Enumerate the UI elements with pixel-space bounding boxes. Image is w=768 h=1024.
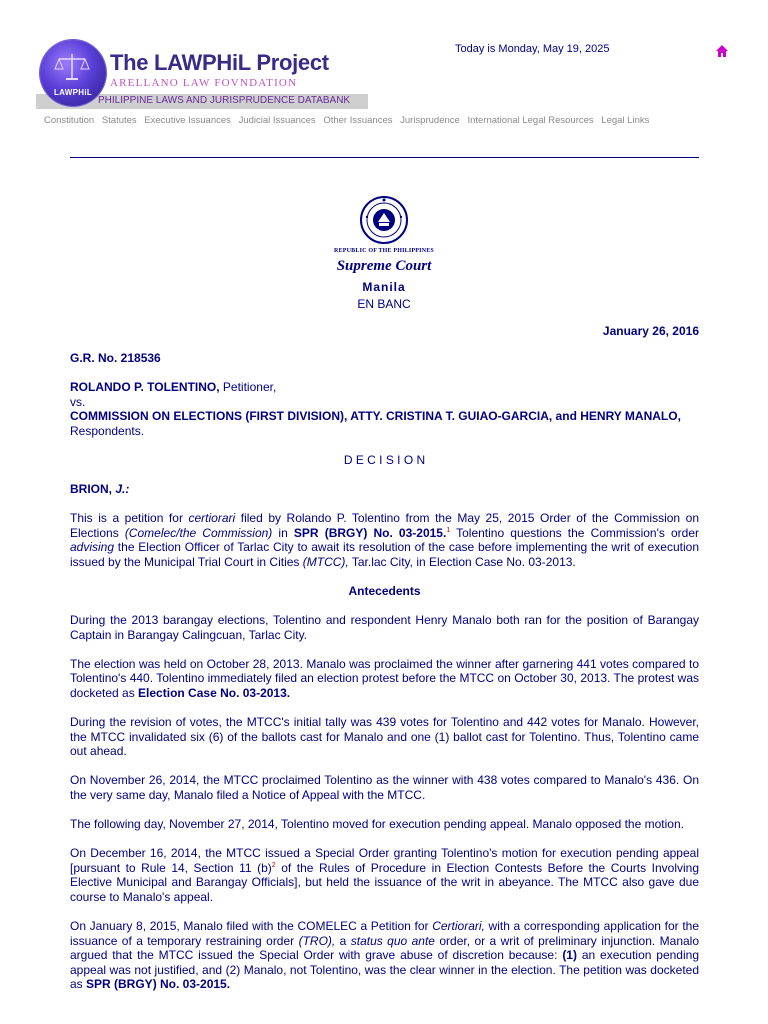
republic-label: REPUBLIC OF THE PHILIPPINES: [334, 248, 434, 254]
antecedents-heading: Antecedents: [348, 584, 421, 599]
paragraph-1: This is a petition for certiorari filed by Rolando P. Tolentino from the May 25, 2015 Order of the Commission on Elections (Comelec/the Commission) in SPR (BRGY) No. 03-2015.$^1$ Tolentino questions the Commission's order advising the Election Officer of Tarlac City to await its resolution of the case before implementing the writ of execution issued by the Municipal Trial Court in Cities (MTCC), Tar.lac City, in Election Case No. 03-2013.: [70, 511, 700, 569]
court-name: Supreme Court: [336, 258, 432, 274]
gr-number: G.R. No. 218536: [70, 351, 161, 365]
paragraph-7: On December 16, 2014, the MTCC issued a Special Order granting Tolentino's motion for execution pending appeal [pursuant to Rule 14, Section 11 $(b)^2$ of the Rules of Procedure in Election Contests Before the Courts Involving Elective Municipal and Barangay Officials], but held the issuance of the writ in abeyance. The MTCC also gave due course to Manalo's appeal.: [70, 846, 699, 904]
respondents-names: COMMISSION ON ELECTIONS (FIRST DIVISION), ATTY. CRISTINA T. GUIAO-GARCIA, and HENRY MANALO,: [70, 409, 681, 424]
paragraph-2: During the 2013 barangay elections, Tolentino and respondent Henry Manalo both ran for the position of Barangay Captain in Barangay Calingcuan, Tarlac City.: [70, 613, 699, 642]
logo-emblem: [40, 40, 106, 106]
logo-tagline: PHILIPPINE LAWS AND JURISPRUDENCE DATABANK: [98, 95, 351, 106]
main-nav: [44, 115, 654, 126]
court-city: Manila: [362, 280, 406, 294]
nav-judicial-issuances[interactable]: Judicial Issuances: [238, 115, 316, 126]
header-divider: [70, 157, 699, 158]
versus-label: vs.: [70, 394, 86, 409]
footnote-link-2[interactable]: 2: [271, 861, 276, 869]
nav-statutes[interactable]: Statutes: [101, 115, 137, 126]
home-icon[interactable]: [714, 43, 730, 59]
decision-heading: D E C I S I O N: [343, 452, 426, 467]
paragraph-6: The following day, November 27, 2014, Tolentino moved for execution pending appeal. Manalo opposed the motion.: [70, 817, 684, 832]
scales-of-justice-icon: [54, 52, 90, 82]
nav-international-legal-resources[interactable]: International Legal Resources: [467, 115, 594, 126]
lawphil-logo[interactable]: [38, 38, 368, 112]
court-division: EN BANC: [357, 297, 411, 311]
today-date: Today is Monday, May 19, 2025: [455, 43, 610, 55]
decision-date: January 26, 2016: [602, 324, 699, 338]
respondents-role: Respondents.: [70, 423, 145, 438]
logo-subtitle: ARELLANO LAW FOVNDATION: [110, 77, 298, 89]
paragraph-3: The election was held on October 28, 2013. Manalo was proclaimed the winner after garnering 441 votes compared to Tolentino's 440. Tolentino immediately filed an election protest before the MTCC on October 30, 2013. The protest was docketed as Election Case No. 03-2013.: [70, 656, 699, 700]
nav-legal-links[interactable]: Legal Links: [601, 115, 650, 126]
supreme-court-seal-icon: [359, 195, 409, 245]
ponente: BRION, J.:: [70, 482, 130, 497]
paragraph-5: On November 26, 2014, the MTCC proclaimed Tolentino as the winner with 438 votes compared to Manalo's 436. On the very same day, Manalo filed a Notice of Appeal with the MTCC.: [70, 773, 699, 802]
case-parties: [70, 380, 699, 438]
paragraph-8: On January 8, 2015, Manalo filed with the COMELEC a Petition for Certiorari, with a corresponding application for the issuance of a temporary restraining order (TRO), a status quo ante order, or a writ of preliminary injunction. Manalo argued that the MTCC issued the Special Order with grave abuse of discretion because: (1) an execution pending appeal was not justified, and (2) Manalo, not Tolentino, was the clear winner in the election. The petition was docketed as SPR (BRGY) No. 03-2015.: [70, 919, 700, 992]
nav-constitution[interactable]: Constitution: [44, 115, 95, 126]
paragraph-4: During the revision of votes, the MTCC's initial tally was 439 votes for Tolentino and 442 votes for Manalo. However, the MTCC invalidated six (6) of the ballots cast for Manalo and one (1) ballot cast for Tolentino. Thus, Tolentino came out ahead.: [70, 715, 699, 759]
logo-mark-text: LAWPHiL: [53, 88, 93, 97]
nav-other-issuances[interactable]: Other Issuances: [323, 115, 393, 126]
footnote-link-1[interactable]: 1: [446, 526, 451, 534]
logo-title: The LAWPHiL Project: [110, 50, 329, 75]
nav-executive-issuances[interactable]: Executive Issuances: [144, 115, 231, 126]
nav-jurisprudence[interactable]: Jurisprudence: [400, 115, 460, 126]
petitioner-name: ROLANDO P. TOLENTINO,: [70, 380, 220, 395]
petitioner-role: Petitioner,: [219, 380, 277, 395]
decision-body: [70, 351, 699, 1007]
